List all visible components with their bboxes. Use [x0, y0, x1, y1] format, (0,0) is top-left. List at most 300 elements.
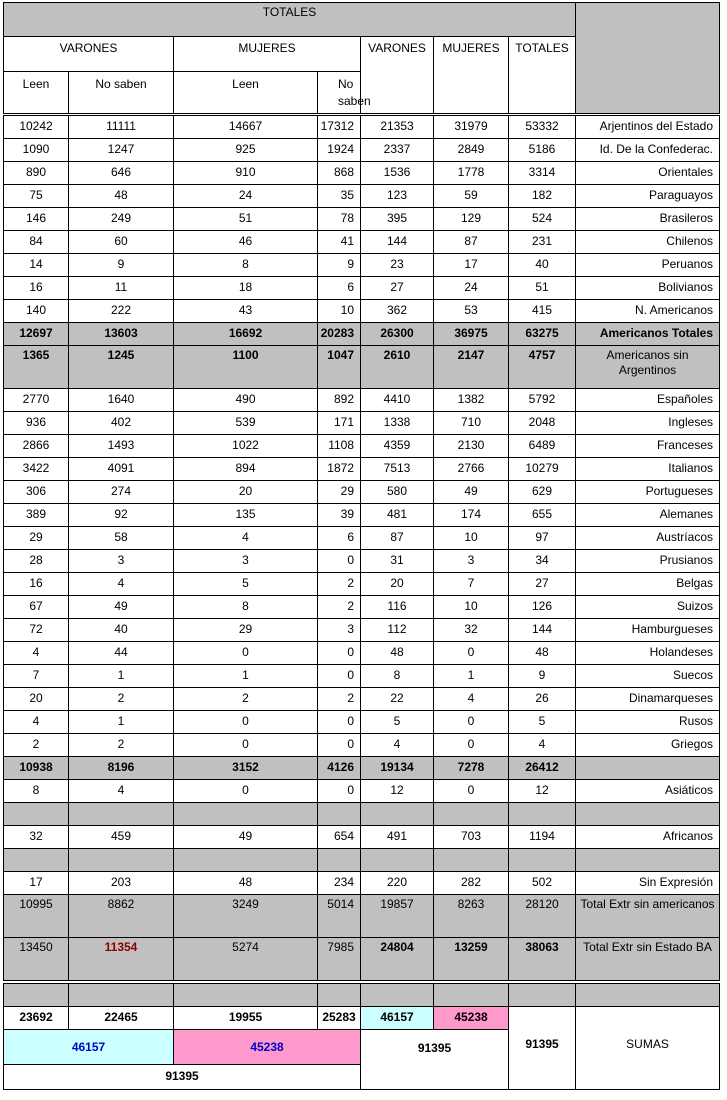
table-cell-mn: 10	[317, 299, 361, 323]
table-cell-t: 144	[508, 618, 576, 642]
table-cell-t: 51	[508, 276, 576, 300]
separator-cell	[317, 848, 361, 872]
table-cell-vn: 1245	[68, 345, 174, 389]
row-label: Suizos	[575, 595, 720, 619]
table-cell-ml: 3249	[173, 894, 318, 938]
table-cell-v: 26300	[360, 322, 434, 346]
table-cell-mn: 7985	[317, 937, 361, 981]
table-cell-vn: 459	[68, 825, 174, 849]
row-label: Chilenos	[575, 230, 720, 254]
table-cell-v: 20	[360, 572, 434, 596]
table-cell-vl: 7	[3, 664, 69, 688]
table-cell-vl: 12697	[3, 322, 69, 346]
table-cell-mn: 892	[317, 388, 361, 412]
table-cell-vl: 10995	[3, 894, 69, 938]
sums-cell-mn: 25283	[317, 1006, 361, 1030]
row-label: Americanos Totales	[575, 322, 720, 346]
separator-cell	[433, 802, 509, 826]
separator-cell	[68, 983, 174, 1007]
separator-cell	[508, 802, 576, 826]
table-cell-vn: 58	[68, 526, 174, 550]
table-cell-mn: 2	[317, 572, 361, 596]
table-cell-t: 48	[508, 641, 576, 665]
table-cell-v: 19857	[360, 894, 434, 938]
table-cell-mn: 1924	[317, 138, 361, 162]
table-cell-mn: 1108	[317, 434, 361, 458]
table-cell-m: 2147	[433, 345, 509, 389]
table-cell-t: 6489	[508, 434, 576, 458]
sums-cell-ml: 19955	[173, 1006, 318, 1030]
table-cell-v: 112	[360, 618, 434, 642]
table-cell-vn: 9	[68, 253, 174, 277]
table-cell-ml: 3152	[173, 756, 318, 780]
table-cell-vn: 1	[68, 664, 174, 688]
table-cell-m: 0	[433, 710, 509, 734]
table-cell-vl: 146	[3, 207, 69, 231]
table-cell-vl: 1365	[3, 345, 69, 389]
table-cell-v: 2610	[360, 345, 434, 389]
table-cell-vl: 140	[3, 299, 69, 323]
table-cell-ml: 48	[173, 871, 318, 895]
table-cell-t: 3314	[508, 161, 576, 185]
separator-cell	[360, 848, 434, 872]
row-label: Suecos	[575, 664, 720, 688]
table-cell-t: 231	[508, 230, 576, 254]
row-label: Belgas	[575, 572, 720, 596]
row-label: Orientales	[575, 161, 720, 185]
table-cell-vn: 8862	[68, 894, 174, 938]
table-cell-ml: 539	[173, 411, 318, 435]
header-mujeres: MUJERES	[173, 36, 361, 72]
table-cell-t: 26412	[508, 756, 576, 780]
header-varones: VARONES	[3, 36, 174, 72]
table-cell-vl: 10938	[3, 756, 69, 780]
table-cell-v: 1536	[360, 161, 434, 185]
separator-cell	[433, 848, 509, 872]
table-cell-mn: 41	[317, 230, 361, 254]
sums-mujeres-total: 45238	[173, 1029, 361, 1065]
table-cell-mn: 234	[317, 871, 361, 895]
table-cell-m: 703	[433, 825, 509, 849]
table-cell-mn: 0	[317, 779, 361, 803]
table-cell-ml: 14667	[173, 115, 318, 139]
table-cell-vn: 92	[68, 503, 174, 527]
table-cell-t: 5186	[508, 138, 576, 162]
table-cell-v: 395	[360, 207, 434, 231]
sums-cell-m: 45238	[433, 1006, 509, 1030]
table-cell-vn: 1493	[68, 434, 174, 458]
table-cell-vn: 11354	[68, 937, 174, 981]
table-cell-v: 21353	[360, 115, 434, 139]
sums-grand-mid: 91395	[360, 1029, 509, 1090]
table-cell-vn: 2	[68, 733, 174, 757]
table-cell-v: 1338	[360, 411, 434, 435]
header-label-blank	[575, 2, 720, 114]
table-cell-m: 13259	[433, 937, 509, 981]
sums-cell-v: 46157	[360, 1006, 434, 1030]
table-cell-v: 4410	[360, 388, 434, 412]
table-cell-mn: 0	[317, 733, 361, 757]
sums-grand-left: 91395	[3, 1064, 361, 1090]
separator-cell	[68, 802, 174, 826]
table-cell-mn: 20283	[317, 322, 361, 346]
table-cell-vn: 11111	[68, 115, 174, 139]
table-cell-vl: 4	[3, 641, 69, 665]
table-cell-vl: 84	[3, 230, 69, 254]
sums-grand-total: 91395	[508, 1006, 576, 1090]
sums-cell-vl: 23692	[3, 1006, 69, 1030]
row-label: Asiáticos	[575, 779, 720, 803]
table-cell-m: 3	[433, 549, 509, 573]
table-cell-m: 1	[433, 664, 509, 688]
table-cell-vn: 1	[68, 710, 174, 734]
table-cell-vn: 48	[68, 184, 174, 208]
table-cell-v: 481	[360, 503, 434, 527]
separator-cell	[317, 983, 361, 1007]
table-cell-ml: 16692	[173, 322, 318, 346]
table-cell-mn: 39	[317, 503, 361, 527]
table-cell-m: 53	[433, 299, 509, 323]
table-cell-mn: 1872	[317, 457, 361, 481]
sums-cell-vn: 22465	[68, 1006, 174, 1030]
table-cell-t: 415	[508, 299, 576, 323]
table-cell-ml: 490	[173, 388, 318, 412]
table-cell-ml: 46	[173, 230, 318, 254]
table-cell-m: 0	[433, 779, 509, 803]
table-cell-v: 8	[360, 664, 434, 688]
table-cell-v: 144	[360, 230, 434, 254]
separator-cell	[173, 983, 318, 1007]
table-cell-mn: 17312	[317, 115, 361, 139]
table-cell-ml: 135	[173, 503, 318, 527]
table-cell-vn: 4091	[68, 457, 174, 481]
table-cell-vl: 936	[3, 411, 69, 435]
sums-label: SUMAS	[575, 1006, 720, 1090]
table-cell-vn: 222	[68, 299, 174, 323]
table-cell-ml: 8	[173, 595, 318, 619]
table-cell-v: 116	[360, 595, 434, 619]
table-cell-ml: 5	[173, 572, 318, 596]
table-cell-m: 24	[433, 276, 509, 300]
row-label: N. Americanos	[575, 299, 720, 323]
table-cell-ml: 3	[173, 549, 318, 573]
table-cell-vn: 8196	[68, 756, 174, 780]
table-cell-vl: 13450	[3, 937, 69, 981]
table-cell-mn: 9	[317, 253, 361, 277]
row-label: Africanos	[575, 825, 720, 849]
header-leen-varones: Leen	[3, 71, 69, 114]
header-varones-total: VARONES	[360, 36, 434, 114]
header-mujeres-total: MUJERES	[433, 36, 509, 114]
table-cell-t: 38063	[508, 937, 576, 981]
row-label: Italianos	[575, 457, 720, 481]
table-cell-m: 10	[433, 595, 509, 619]
table-cell-vn: 4	[68, 779, 174, 803]
table-cell-v: 24804	[360, 937, 434, 981]
separator-cell	[575, 983, 720, 1007]
table-cell-m: 174	[433, 503, 509, 527]
table-cell-v: 48	[360, 641, 434, 665]
table-cell-ml: 51	[173, 207, 318, 231]
separator-cell	[575, 802, 720, 826]
table-cell-v: 4	[360, 733, 434, 757]
table-cell-mn: 868	[317, 161, 361, 185]
row-label: Peruanos	[575, 253, 720, 277]
row-label: Hamburgueses	[575, 618, 720, 642]
table-cell-t: 40	[508, 253, 576, 277]
row-label: Paraguayos	[575, 184, 720, 208]
table-cell-m: 36975	[433, 322, 509, 346]
table-cell-t: 1194	[508, 825, 576, 849]
table-cell-vn: 2	[68, 687, 174, 711]
table-cell-ml: 43	[173, 299, 318, 323]
row-label: Dinamarqueses	[575, 687, 720, 711]
table-cell-vn: 274	[68, 480, 174, 504]
table-cell-mn: 2	[317, 595, 361, 619]
table-cell-ml: 49	[173, 825, 318, 849]
table-cell-ml: 4	[173, 526, 318, 550]
table-cell-vn: 49	[68, 595, 174, 619]
table-cell-vl: 72	[3, 618, 69, 642]
row-label: Españoles	[575, 388, 720, 412]
row-label: Portugueses	[575, 480, 720, 504]
table-cell-v: 7513	[360, 457, 434, 481]
table-cell-m: 0	[433, 641, 509, 665]
table-cell-vl: 306	[3, 480, 69, 504]
table-cell-mn: 29	[317, 480, 361, 504]
table-cell-ml: 0	[173, 641, 318, 665]
table-cell-vl: 2	[3, 733, 69, 757]
table-cell-t: 34	[508, 549, 576, 573]
table-cell-v: 22	[360, 687, 434, 711]
table-cell-vl: 4	[3, 710, 69, 734]
table-cell-m: 0	[433, 733, 509, 757]
row-label: Griegos	[575, 733, 720, 757]
table-cell-v: 123	[360, 184, 434, 208]
table-cell-m: 31979	[433, 115, 509, 139]
table-cell-mn: 0	[317, 641, 361, 665]
separator-cell	[575, 848, 720, 872]
row-label: Total Extr sin americanos	[575, 894, 720, 938]
separator-cell	[360, 802, 434, 826]
separator-cell	[173, 848, 318, 872]
table-cell-v: 31	[360, 549, 434, 573]
row-label: Arjentinos del Estado	[575, 115, 720, 139]
table-cell-t: 524	[508, 207, 576, 231]
table-cell-t: 12	[508, 779, 576, 803]
table-cell-m: 49	[433, 480, 509, 504]
sums-varones-total: 46157	[3, 1029, 174, 1065]
table-cell-mn: 0	[317, 549, 361, 573]
table-cell-vl: 2866	[3, 434, 69, 458]
table-cell-mn: 171	[317, 411, 361, 435]
table-cell-ml: 0	[173, 733, 318, 757]
table-cell-vl: 14	[3, 253, 69, 277]
table-cell-vn: 44	[68, 641, 174, 665]
table-cell-m: 7	[433, 572, 509, 596]
table-cell-t: 4	[508, 733, 576, 757]
table-cell-vn: 1640	[68, 388, 174, 412]
table-cell-mn: 6	[317, 276, 361, 300]
table-cell-t: 2048	[508, 411, 576, 435]
table-cell-t: 63275	[508, 322, 576, 346]
table-cell-ml: 8	[173, 253, 318, 277]
table-cell-v: 87	[360, 526, 434, 550]
table-cell-t: 502	[508, 871, 576, 895]
separator-cell	[317, 802, 361, 826]
table-cell-m: 2766	[433, 457, 509, 481]
table-cell-vn: 40	[68, 618, 174, 642]
row-label: Holandeses	[575, 641, 720, 665]
table-cell-vn: 203	[68, 871, 174, 895]
separator-cell	[3, 848, 69, 872]
table-cell-vl: 20	[3, 687, 69, 711]
row-label: Alemanes	[575, 503, 720, 527]
table-cell-ml: 5274	[173, 937, 318, 981]
table-cell-v: 4359	[360, 434, 434, 458]
table-cell-vn: 60	[68, 230, 174, 254]
header-totales-total: TOTALES	[508, 36, 576, 114]
table-cell-vn: 249	[68, 207, 174, 231]
header-leen-mujeres: Leen	[173, 71, 318, 114]
table-cell-vn: 13603	[68, 322, 174, 346]
table-cell-m: 7278	[433, 756, 509, 780]
table-cell-mn: 78	[317, 207, 361, 231]
table-cell-vl: 28	[3, 549, 69, 573]
table-cell-m: 10	[433, 526, 509, 550]
table-cell-m: 1382	[433, 388, 509, 412]
table-cell-t: 4757	[508, 345, 576, 389]
table-cell-ml: 2	[173, 687, 318, 711]
table-cell-mn: 3	[317, 618, 361, 642]
table-cell-t: 5792	[508, 388, 576, 412]
table-cell-m: 87	[433, 230, 509, 254]
table-cell-mn: 2	[317, 687, 361, 711]
table-cell-vn: 11	[68, 276, 174, 300]
table-cell-vl: 2770	[3, 388, 69, 412]
table-cell-m: 8263	[433, 894, 509, 938]
row-label: Rusos	[575, 710, 720, 734]
header-nosaben-mujeres: No saben	[317, 71, 361, 114]
table-cell-vl: 8	[3, 779, 69, 803]
table-cell-ml: 1022	[173, 434, 318, 458]
table-cell-mn: 654	[317, 825, 361, 849]
row-label	[575, 756, 720, 780]
row-label: Sin Expresión	[575, 871, 720, 895]
table-cell-t: 655	[508, 503, 576, 527]
table-cell-v: 12	[360, 779, 434, 803]
table-cell-vl: 75	[3, 184, 69, 208]
table-cell-v: 5	[360, 710, 434, 734]
table-cell-v: 27	[360, 276, 434, 300]
table-cell-ml: 910	[173, 161, 318, 185]
row-label: Brasileros	[575, 207, 720, 231]
table-cell-mn: 4126	[317, 756, 361, 780]
table-cell-ml: 925	[173, 138, 318, 162]
table-cell-m: 710	[433, 411, 509, 435]
table-cell-ml: 1	[173, 664, 318, 688]
table-cell-vn: 1247	[68, 138, 174, 162]
table-cell-m: 32	[433, 618, 509, 642]
table-cell-v: 362	[360, 299, 434, 323]
row-label: Id. De la Confederac.	[575, 138, 720, 162]
table-cell-m: 1778	[433, 161, 509, 185]
table-cell-vl: 10242	[3, 115, 69, 139]
table-cell-vl: 890	[3, 161, 69, 185]
table-cell-t: 126	[508, 595, 576, 619]
table-cell-v: 19134	[360, 756, 434, 780]
row-label: Franceses	[575, 434, 720, 458]
table-cell-vl: 32	[3, 825, 69, 849]
separator-cell	[173, 802, 318, 826]
table-cell-t: 5	[508, 710, 576, 734]
table-cell-vl: 1090	[3, 138, 69, 162]
table-cell-ml: 894	[173, 457, 318, 481]
separator-cell	[360, 983, 434, 1007]
table-cell-v: 491	[360, 825, 434, 849]
table-cell-ml: 0	[173, 710, 318, 734]
table-cell-vn: 402	[68, 411, 174, 435]
separator-cell	[68, 848, 174, 872]
separator-cell	[508, 848, 576, 872]
table-cell-t: 10279	[508, 457, 576, 481]
table-cell-t: 97	[508, 526, 576, 550]
table-cell-m: 282	[433, 871, 509, 895]
table-cell-t: 28120	[508, 894, 576, 938]
table-cell-vl: 29	[3, 526, 69, 550]
table-cell-ml: 20	[173, 480, 318, 504]
table-cell-t: 26	[508, 687, 576, 711]
table-cell-v: 23	[360, 253, 434, 277]
row-label: Ingleses	[575, 411, 720, 435]
table-cell-mn: 5014	[317, 894, 361, 938]
table-cell-v: 2337	[360, 138, 434, 162]
table-cell-t: 182	[508, 184, 576, 208]
table-cell-m: 2130	[433, 434, 509, 458]
table-cell-v: 580	[360, 480, 434, 504]
table-cell-vn: 646	[68, 161, 174, 185]
row-label: Prusianos	[575, 549, 720, 573]
separator-cell	[508, 983, 576, 1007]
table-cell-ml: 1100	[173, 345, 318, 389]
table-cell-vl: 16	[3, 572, 69, 596]
table-cell-t: 27	[508, 572, 576, 596]
header-nosaben-varones: No saben	[68, 71, 174, 114]
table-cell-ml: 18	[173, 276, 318, 300]
table-cell-vl: 67	[3, 595, 69, 619]
table-cell-m: 17	[433, 253, 509, 277]
table-cell-vl: 389	[3, 503, 69, 527]
table-cell-ml: 29	[173, 618, 318, 642]
header-totales: TOTALES	[3, 2, 576, 37]
row-label: Americanos sin Argentinos	[575, 345, 720, 389]
table-cell-mn: 6	[317, 526, 361, 550]
table-cell-vn: 4	[68, 572, 174, 596]
table-cell-vl: 3422	[3, 457, 69, 481]
table-cell-m: 59	[433, 184, 509, 208]
table-cell-t: 629	[508, 480, 576, 504]
table-cell-mn: 1047	[317, 345, 361, 389]
table-cell-m: 129	[433, 207, 509, 231]
table-cell-ml: 24	[173, 184, 318, 208]
row-label: Bolivianos	[575, 276, 720, 300]
table-cell-mn: 35	[317, 184, 361, 208]
separator-cell	[433, 983, 509, 1007]
table-cell-ml: 0	[173, 779, 318, 803]
table-cell-vl: 16	[3, 276, 69, 300]
table-cell-v: 220	[360, 871, 434, 895]
row-label: Total Extr sin Estado BA	[575, 937, 720, 981]
